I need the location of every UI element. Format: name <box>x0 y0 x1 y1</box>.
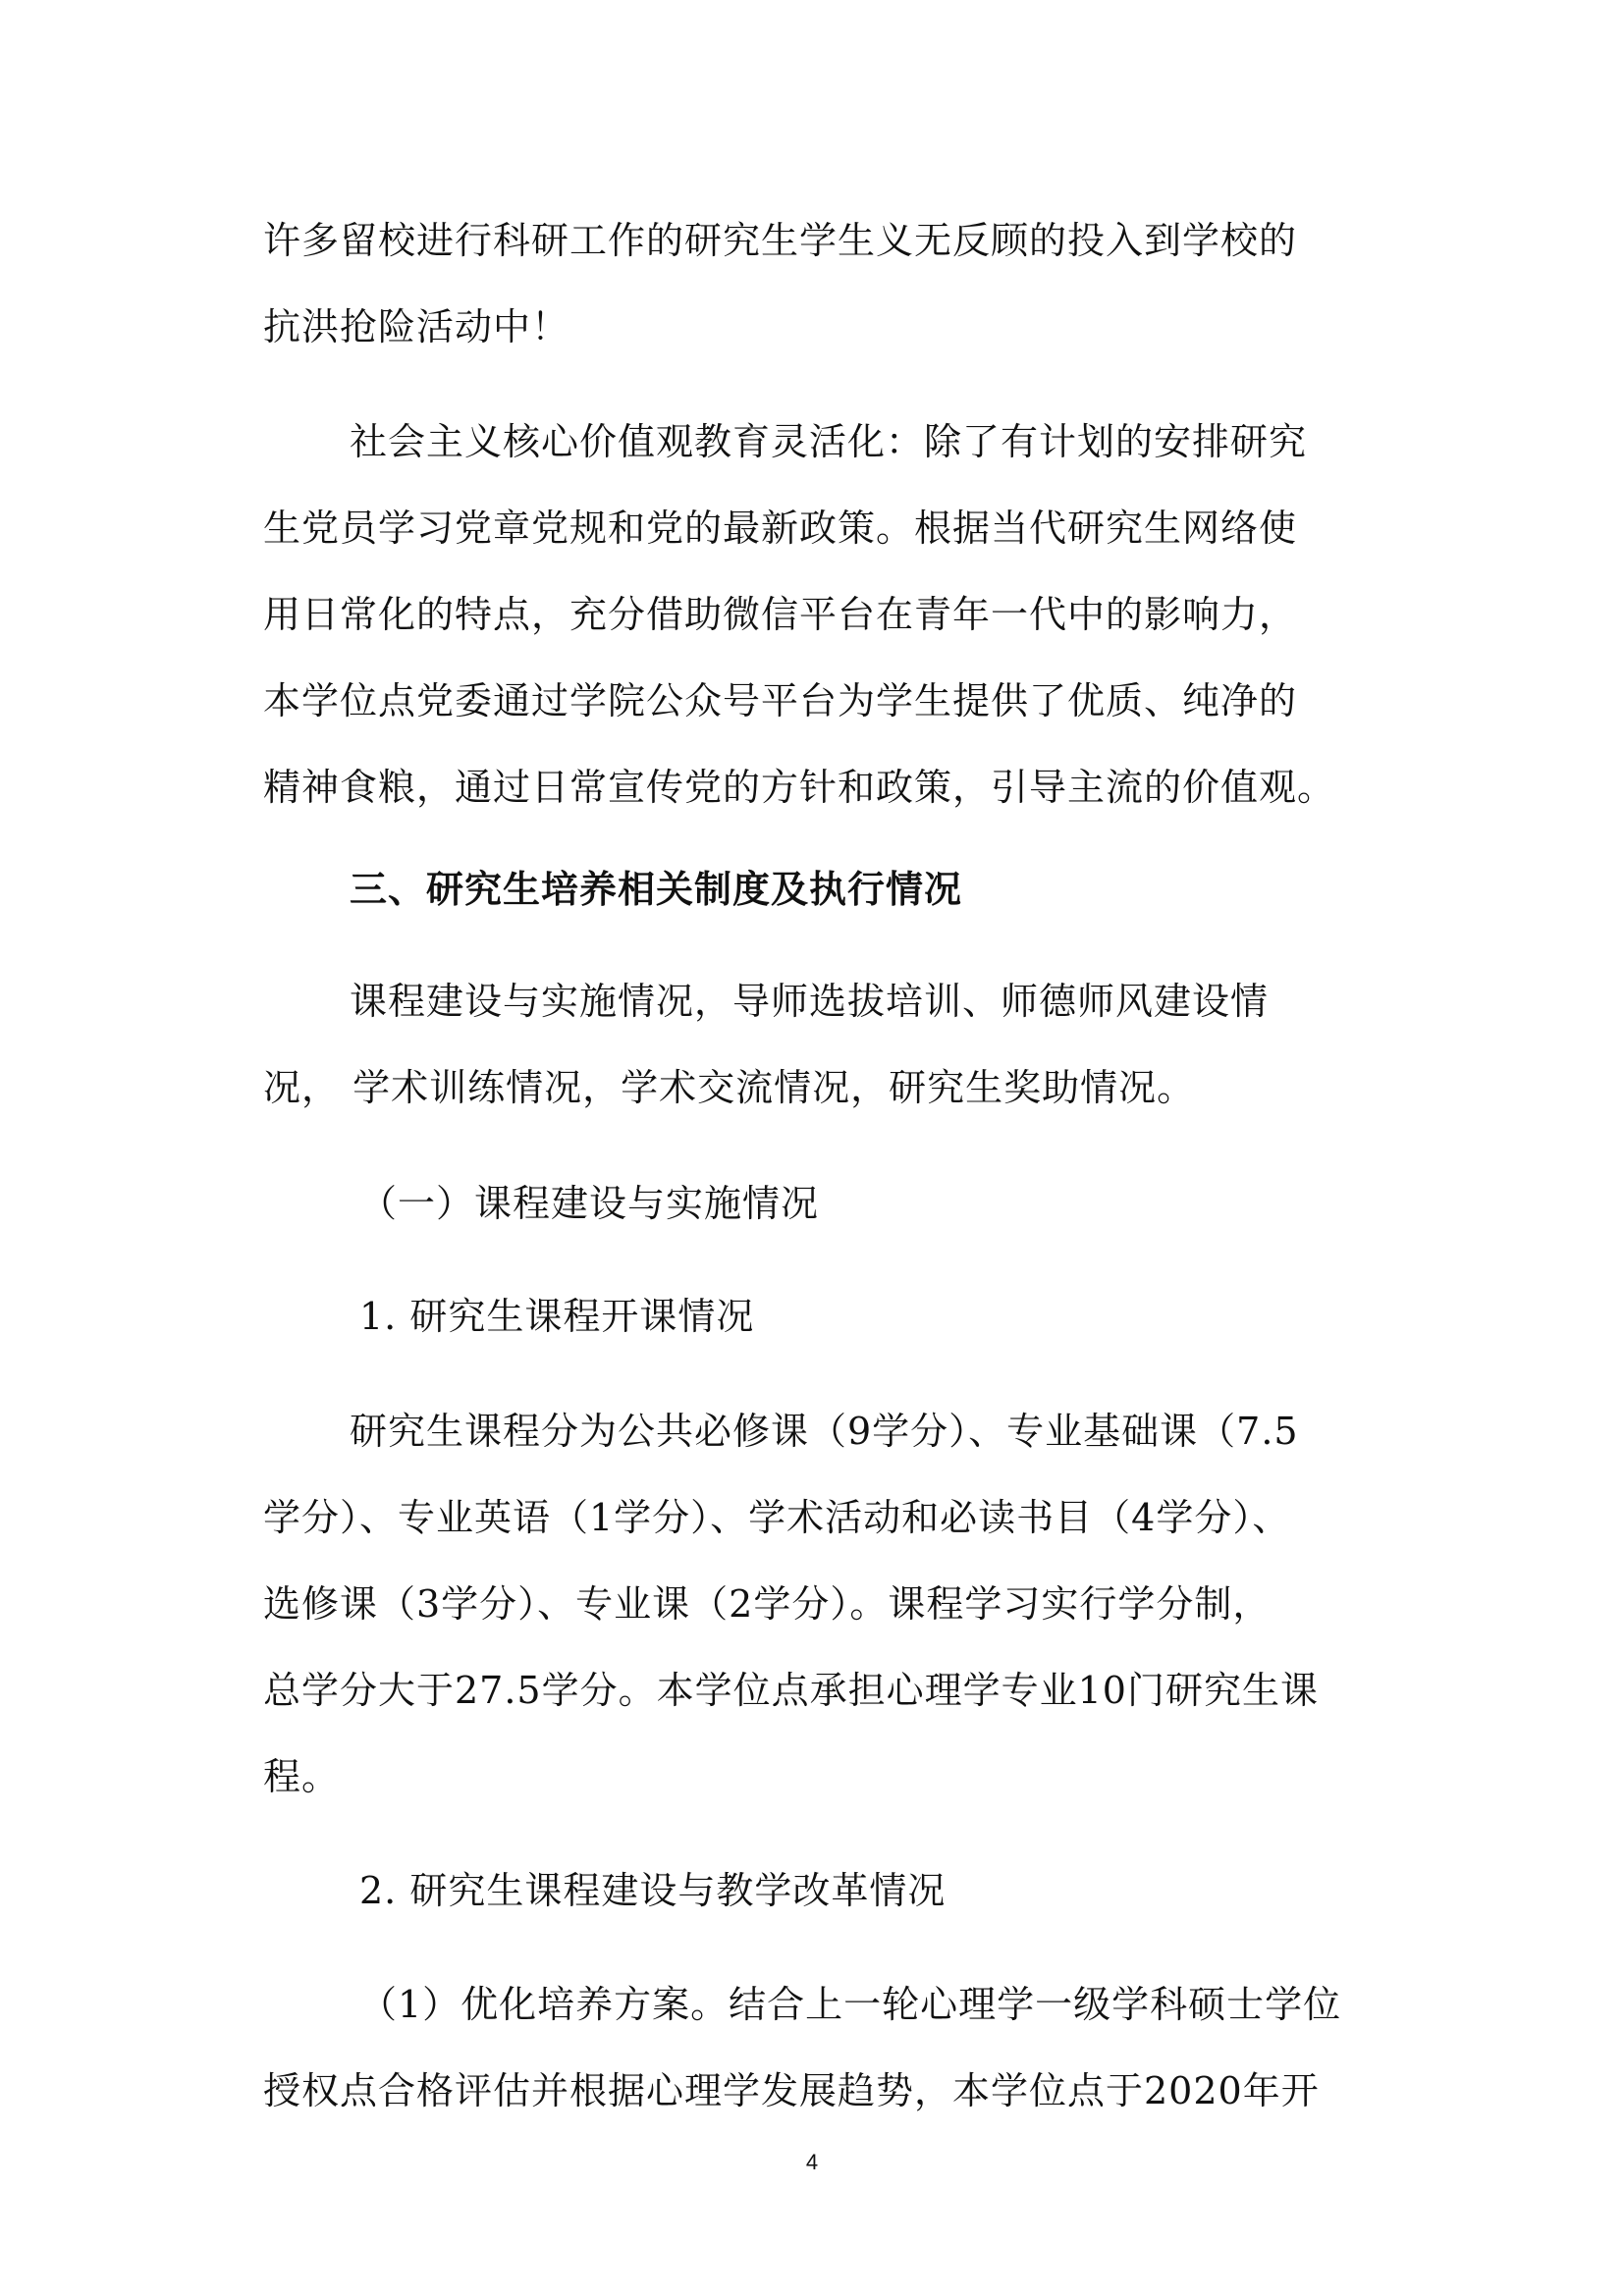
body-text-line: 授权点合格评估并根据心理学发展趋势，本学位点于2020年开 <box>263 2069 1320 2112</box>
page-number: 4 <box>805 2150 819 2174</box>
paragraph-first-line: （1）优化培养方案。结合上一轮心理学一级学科硕士学位 <box>359 1983 1342 2026</box>
paragraph-first-line: 课程建设与实施情况，导师选拔培训、师德师风建设情 <box>350 980 1270 1023</box>
body-text-line: 许多留校进行科研工作的研究生学生义无反顾的投入到学校的 <box>263 219 1298 262</box>
body-text-line: 精神食粮，通过日常宣传党的方针和政策，引导主流的价值观。 <box>263 766 1336 809</box>
subsection-heading: （一）课程建设与实施情况 <box>359 1182 820 1225</box>
item-heading: 1. 研究生课程开课情况 <box>359 1295 755 1338</box>
paragraph-first-line: 社会主义核心价值观教育灵活化：除了有计划的安排研究 <box>350 420 1308 463</box>
section-heading: 三、研究生培养相关制度及执行情况 <box>350 868 963 911</box>
body-text-line: 况， 学术训练情况，学术交流情况，研究生奖助情况。 <box>263 1066 1196 1109</box>
body-text-line: 学分）、专业英语（1学分）、学术活动和必读书目（4学分）、 <box>263 1496 1291 1539</box>
body-text-line: 本学位点党委通过学院公众号平台为学生提供了优质、纯净的 <box>263 679 1298 722</box>
body-text-line: 总学分大于27.5学分。本学位点承担心理学专业10门研究生课 <box>263 1669 1319 1712</box>
item-heading: 2. 研究生课程建设与教学改革情况 <box>359 1869 947 1912</box>
body-text-line: 抗洪抢险活动中！ <box>263 305 570 348</box>
body-text-line: 程。 <box>263 1755 341 1798</box>
body-text-line: 用日常化的特点，充分借助微信平台在青年一代中的影响力， <box>263 593 1298 636</box>
paragraph-first-line: 研究生课程分为公共必修课（9学分）、专业基础课（7.5 <box>350 1410 1299 1453</box>
body-text-line: 生党员学习党章党规和党的最新政策。根据当代研究生网络使 <box>263 507 1298 550</box>
body-text-line: 选修课（3学分）、专业课（2学分）。课程学习实行学分制， <box>263 1582 1272 1626</box>
